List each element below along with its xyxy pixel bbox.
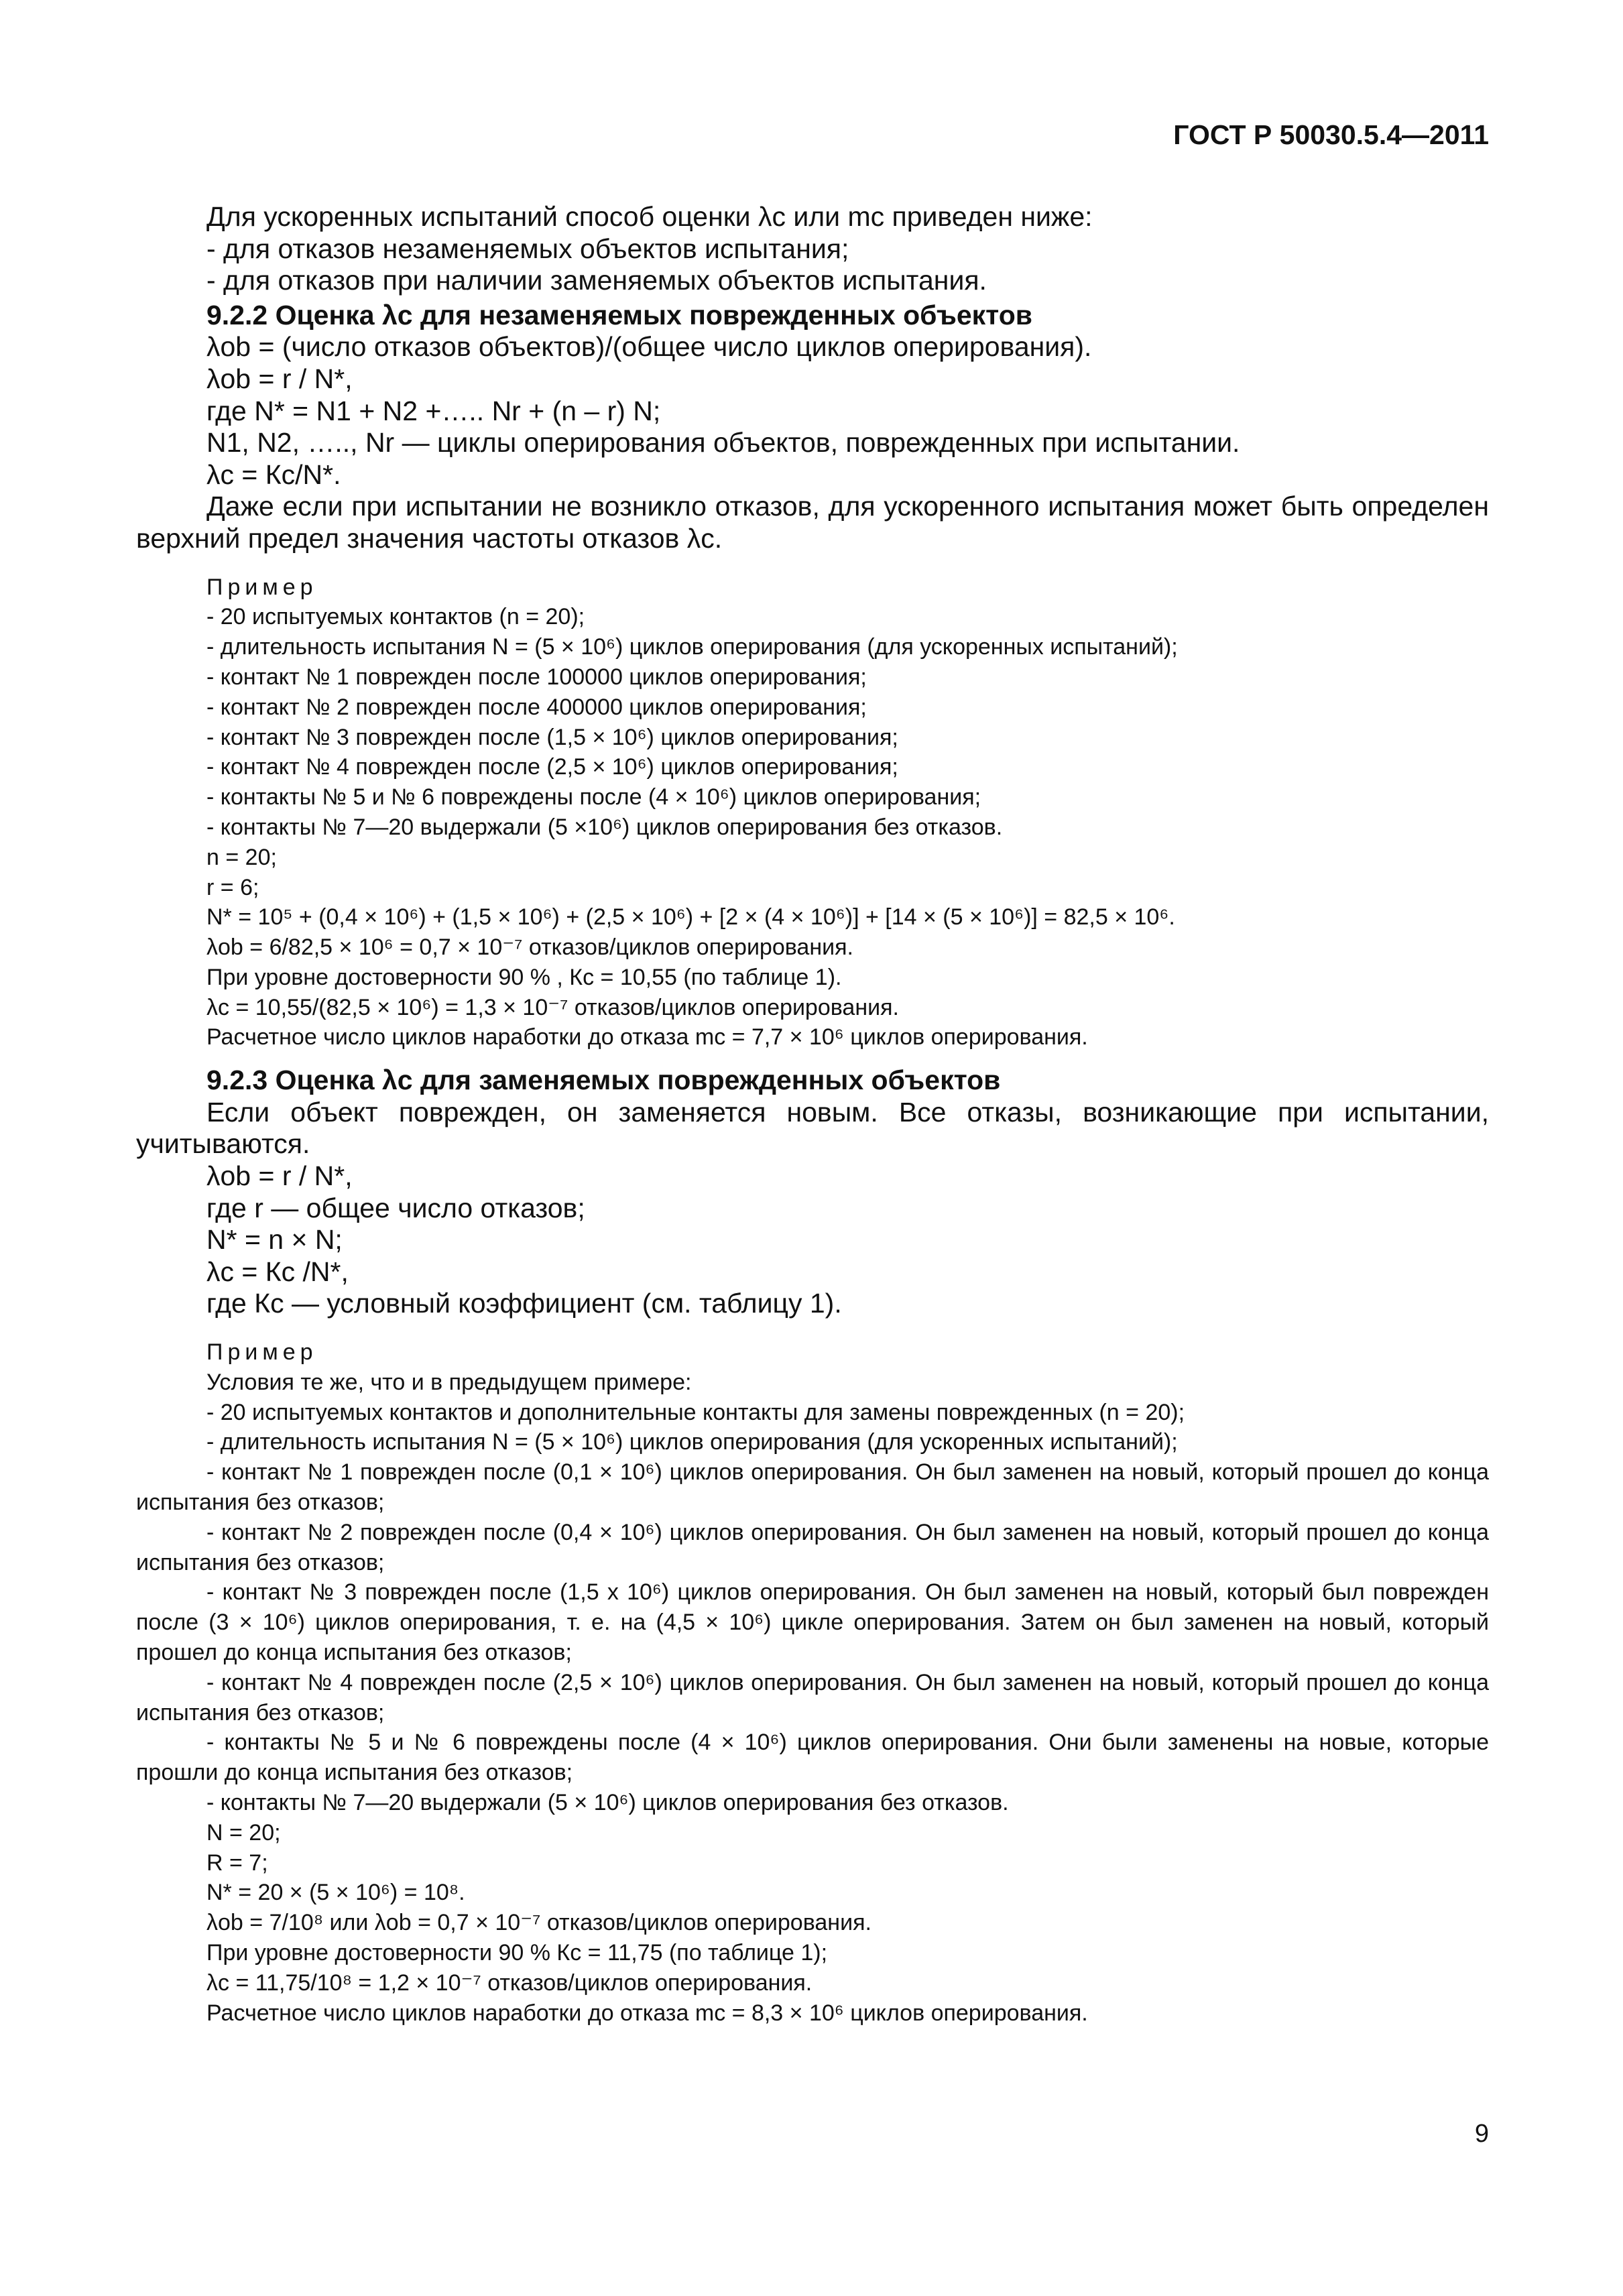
example-line: λоb = 6/82,5 × 10⁶ = 0,7 × 10⁻⁷ отказов/циклов оперирования. xyxy=(206,934,853,961)
example-line: При уровне достоверности 90 % , Кс = 10,55 (по таблице 1). xyxy=(206,964,842,990)
intro-line: - для отказов при наличии заменяемых объектов испытания. xyxy=(206,265,987,296)
example-paragraph: - контакт № 4 поврежден после (2,5 × 10⁶) циклов оперирования. Он был заменен на новый, который прошел до конца испытания без отказов; xyxy=(136,1669,1489,1726)
example-line: - длительность испытания N = (5 × 10⁶) циклов оперирования (для ускоренных испытаний); xyxy=(206,634,1178,660)
example-line: N* = 20 × (5 × 10⁶) = 10⁸. xyxy=(206,1880,465,1906)
example-line: - контакты № 7—20 выдержали (5 ×10⁶) циклов оперирования без отказов. xyxy=(206,814,1003,840)
example-block xyxy=(136,1337,1489,2028)
example-line: - контакты № 5 и № 6 повреждены после (4 × 10⁶) циклов оперирования; xyxy=(206,784,981,810)
example-label: Пример xyxy=(206,574,318,600)
example-paragraph: - контакт № 1 поврежден после (0,1 × 10⁶) циклов оперирования. Он был заменен на новый, который прошел до конца испытания без отказов; xyxy=(136,1459,1489,1516)
example-line: Расчетное число циклов наработки до отказа mс = 8,3 × 10⁶ циклов оперирования. xyxy=(206,2000,1088,2026)
intro-line: - для отказов незаменяемых объектов испытания; xyxy=(206,233,849,264)
example-line: r = 6; xyxy=(206,874,259,900)
formula-line: где Кс — условный коэффициент (см. таблицу 1). xyxy=(206,1288,842,1319)
formula-line: N* = n × N; xyxy=(206,1224,343,1256)
example-line: - 20 испытуемых контактов (n = 20); xyxy=(206,604,585,630)
section-heading-9-2-3: 9.2.3 Оценка λс для заменяемых поврежденных объектов xyxy=(206,1065,1001,1096)
formula-line: λоb = (число отказов объектов)/(общее число циклов оперирования). xyxy=(206,331,1092,363)
example-block xyxy=(136,572,1489,1053)
formula-line: где N* = N1 + N2 +….. Nr + (n – r) N; xyxy=(206,395,661,426)
page-number: 9 xyxy=(1474,2120,1489,2148)
example-line: При уровне достоверности 90 % Кс = 11,75 (по таблице 1); xyxy=(206,1939,828,1966)
paragraph: Если объект поврежден, он заменяется новым. Все отказы, возникающие при испытании, учитываются. xyxy=(136,1096,1489,1160)
example-line: λс = 11,75/10⁸ = 1,2 × 10⁻⁷ отказов/циклов оперирования. xyxy=(206,1970,813,1996)
formula-line: λс = Кс/N*. xyxy=(206,459,341,490)
example-line: - контакт № 3 поврежден после (1,5 × 10⁶) циклов оперирования; xyxy=(206,724,898,750)
example-paragraph: - контакты № 5 и № 6 повреждены после (4 × 10⁶) циклов оперирования. Они были заменены на новые, которые прошли до конца испытания без отказов; xyxy=(136,1730,1489,1786)
example-line: N* = 10⁵ + (0,4 × 10⁶) + (1,5 × 10⁶) + (2,5 × 10⁶) + [2 × (4 × 10⁶)] + [14 × (5 × 10⁶)] = 82,5 × 10⁶. xyxy=(206,904,1175,930)
formula-line: λс = Кс /N*, xyxy=(206,1256,349,1287)
formula-line: где r — общее число отказов; xyxy=(206,1192,585,1223)
example-line: - 20 испытуемых контактов и дополнительные контакты для замены поврежденных (n = 20); xyxy=(206,1399,1185,1425)
formula-line: λоb = r / N*, xyxy=(206,1160,353,1192)
formula-line: N1, N2, ….., Nr — циклы оперирования объектов, поврежденных при испытании. xyxy=(206,427,1240,459)
example-line: - длительность испытания N = (5 × 10⁶) циклов оперирования (для ускоренных испытаний); xyxy=(206,1429,1178,1455)
document-code: ГОСТ Р 50030.5.4—2011 xyxy=(1173,119,1489,150)
example-line: R = 7; xyxy=(206,1850,268,1876)
document-body xyxy=(136,201,1489,2028)
example-line: Условия те же, что и в предыдущем примере: xyxy=(206,1369,692,1395)
example-paragraph: - контакт № 3 поврежден после (1,5 x 10⁶) циклов оперирования. Он был заменен на новый, который был поврежден после (3 × 10⁶) циклов оперирования, т. е. на (4,5 × 10⁶) цикле оперирования. Затем он был заменен на новый, который прошел до конца испытания без отказов; xyxy=(136,1579,1489,1665)
example-label: Пример xyxy=(206,1339,318,1366)
example-line: - контакты № 7—20 выдержали (5 × 10⁶) циклов оперирования без отказов. xyxy=(206,1789,1009,1815)
example-lines xyxy=(136,602,1489,1052)
example-line: - контакт № 4 поврежден после (2,5 × 10⁶) циклов оперирования; xyxy=(206,754,898,780)
example-line: - контакт № 1 поврежден после 100000 циклов оперирования; xyxy=(206,664,867,690)
formula-line: λоb = r / N*, xyxy=(206,363,353,394)
example-line: λс = 10,55/(82,5 × 10⁶) = 1,3 × 10⁻⁷ отказов/циклов оперирования. xyxy=(206,994,899,1020)
example-line: - контакт № 2 поврежден после 400000 циклов оперирования; xyxy=(206,694,867,720)
example-line: N = 20; xyxy=(206,1819,281,1846)
intro-line: Для ускоренных испытаний способ оценки λс или mс приведен ниже: xyxy=(206,201,1093,232)
example-line: n = 20; xyxy=(206,844,277,870)
example-paragraph: - контакт № 2 поврежден после (0,4 × 10⁶) циклов оперирования. Он был заменен на новый, который прошел до конца испытания без отказов; xyxy=(136,1519,1489,1575)
section-heading-9-2-2: 9.2.2 Оценка λс для незаменяемых поврежденных объектов xyxy=(206,299,1032,330)
example-line: Расчетное число циклов наработки до отказа mс = 7,7 × 10⁶ циклов оперирования. xyxy=(206,1024,1088,1050)
example-line: λоb = 7/10⁸ или λоb = 0,7 × 10⁻⁷ отказов/циклов оперирования. xyxy=(206,1910,871,1936)
paragraph: Даже если при испытании не возникло отказов, для ускоренного испытания может быть определен верхний предел значения частоты отказов λс. xyxy=(136,491,1489,554)
example-lines xyxy=(136,1788,1489,2028)
